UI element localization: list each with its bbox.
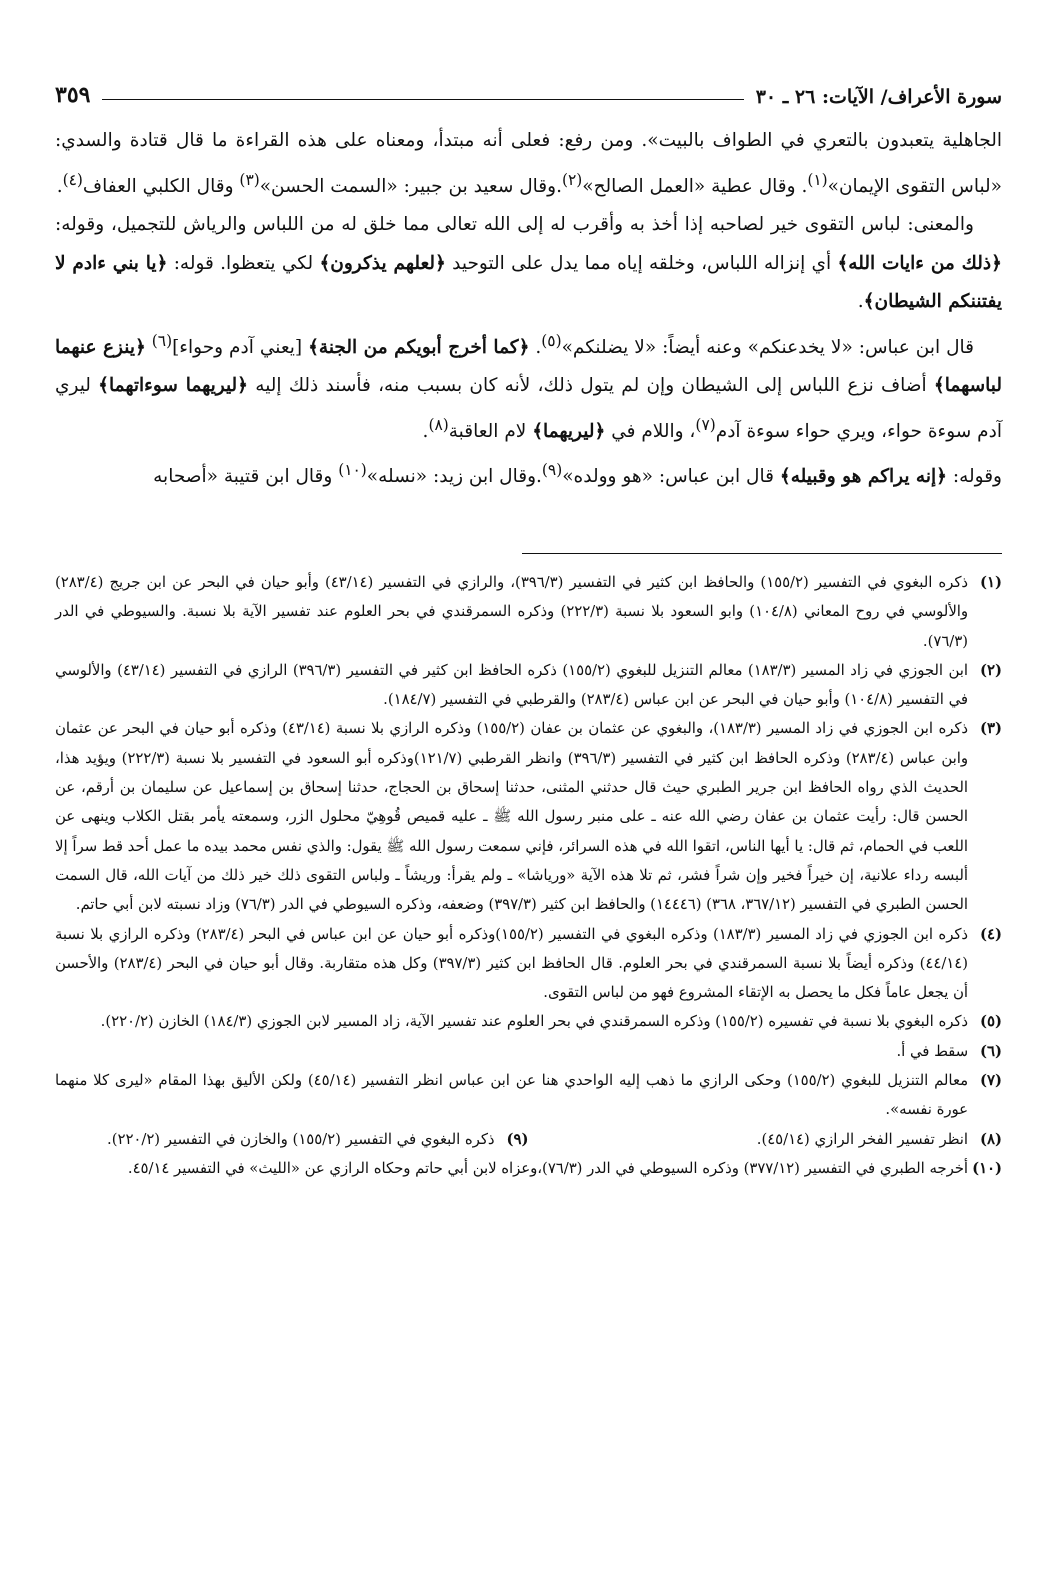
footnote-number: (٩) xyxy=(506,1130,529,1148)
quran-verse: ﴿ينزع عنهما لباسهما﴾ xyxy=(55,336,1002,397)
quran-verse: ﴿لعلهم يذكرون﴾ xyxy=(319,252,446,274)
paragraph-4: وقوله: ﴿إنه يراكم هو وقبيله﴾ قال ابن عباس: «هو وولده»$^{(٩)}$.وقال ابن زيد: «نسله»$^{(١٠)}$ وقال ابن قتيبة «أصحابه xyxy=(153,461,1002,488)
paragraph-1: الجاهلية يتعبدون بالتعري في الطواف بالبيت». ومن رفع: فعلى أنه مبتدأ، ومعناه على هذه القراءة ما قال قتادة والسدي: «لباس التقوى الإيمان»$^{(١)}$. وقال عطية «العمل الصالح»$^{(٢)}$.وقال سعيد بن جبير: «السمت الحسن»$^{(٣)}$ وقال الكلبي العفاف$^{(٤)}$. xyxy=(55,130,1002,197)
footnote-ref[interactable]: (٣) xyxy=(239,170,260,189)
footnote-number: (٢) xyxy=(980,661,1002,679)
quran-verse: ﴿ليريهما﴾ xyxy=(532,420,606,442)
header-rule xyxy=(102,99,743,100)
footnote-number: (١) xyxy=(980,574,1002,591)
quran-verse: ﴿يا بني ءادم لا يفتننكم الشيطان﴾ xyxy=(55,252,1002,313)
paragraph-2: والمعنى: لباس التقوى خير لصاحبه إذا أخذ به وأقرب له إلى الله تعالى مما خلق له من اللباس والرياش للتجميل، وقوله: ﴿ذلك من ءايات الله﴾ أي إنزاله اللباس، وخلقه إياه مما يدل على التوحيد ﴿لعلهم يذكرون﴾ لكي يتعظوا. قوله: ﴿يا بني ءادم لا يفتننكم الشيطان﴾. xyxy=(55,214,1002,313)
footnote-1 xyxy=(55,568,1002,656)
footnote-6 xyxy=(55,1037,1002,1066)
footnote-9 xyxy=(55,1125,529,1154)
footnote-3 xyxy=(55,714,1002,919)
paragraph-3: قال ابن عباس: «لا يخدعنكم» وعنه أيضاً: «لا يضلنكم»$^{(٥)}$. ﴿كما أخرج أبويكم من الجنة﴾ [يعني آدم وحواء]$^{(٦)}$ ﴿ينزع عنهما لباسهما﴾ أضاف نزع اللباس إلى الشيطان وإن لم يتول ذلك، لأنه كان بسبب منه، فأسند ذلك إليه ﴿ليريهما سوءاتهما﴾ ليري آدم سوءة حواء، ويري حواء سوءة آدم$^{(٧)}$، واللام في ﴿ليريهما﴾ لام العاقبة$^{(٨)}$. xyxy=(55,331,1002,442)
footnote-number: (٨) xyxy=(980,1130,1002,1148)
footnote-ref[interactable]: (١) xyxy=(807,170,828,189)
footnote-5 xyxy=(55,1007,1002,1036)
quran-verse: ﴿ذلك من ءايات الله﴾ xyxy=(837,252,1002,274)
footnote-ref[interactable]: (٨) xyxy=(428,415,449,434)
footnote-text: ذكره ابن الجوزي في زاد المسير (١٨٣/٣) وذكره البغوي في التفسير (١٥٥/٢)وذكره أبو حيان عن ابن عباس في البحر (٢٨٣/٤) وذكره الرازي بلا نسبة (٤٤/١٤) وذكره أيضاً بلا نسبة السمرقندي في بحر العلوم. قال الحافظ ابن كثير (٣٩٧/٣) وكل هذه متقاربة. وقال أبو حيان في البحر (٢٨٣/٤) والأحسن أن يجعل عاماً فكل ما يحصل به الإتقاء المشروع فهو من لباس التقوى. xyxy=(55,925,968,1002)
footnote-ref[interactable]: (١٠) xyxy=(338,461,367,480)
footnote-text: سقط في أ. xyxy=(896,1042,968,1060)
footnote-4 xyxy=(55,920,1002,1008)
footnote-text: انظر تفسير الفخر الرازي (٤٥/١٤). xyxy=(756,1130,968,1148)
running-header xyxy=(55,68,1002,108)
footnote-number: (٤) xyxy=(980,925,1002,943)
quran-verse: ﴿كما أخرج أبويكم من الجنة﴾ xyxy=(308,336,530,358)
footnote-10 xyxy=(55,1154,1002,1183)
quran-verse: ﴿إنه يراكم هو وقبيله﴾ xyxy=(779,466,947,488)
footnote-ref[interactable]: (٢) xyxy=(561,170,583,189)
footnotes xyxy=(55,568,1002,1183)
footnote-ref[interactable]: (٧) xyxy=(695,415,716,434)
footnote-ref[interactable]: (٤) xyxy=(62,170,83,189)
page-number: ٣٥٩ xyxy=(55,82,91,108)
footnote-number: (٧) xyxy=(980,1072,1002,1090)
footnote-text: معالم التنزيل للبغوي (١٥٥/٢) وحكى الرازي ما ذهب إليه الواحدي هنا عن ابن عباس انظر التفسير (٤٥/١٤) ولكن الأليق بهذا المقام «ليرى كلا منهما عورة نفسه». xyxy=(55,1072,969,1119)
footnote-ref[interactable]: (٩) xyxy=(541,461,563,480)
footnote-text: أخرجه الطبري في التفسير (٣٧٧/١٢) وذكره السيوطي في الدر (٧٦/٣)،وعزاه لابن أبي حاتم وحكاه الرازي عن «الليث» في التفسير ٤٥/١٤. xyxy=(127,1159,968,1177)
footnote-ref[interactable]: (٥) xyxy=(541,331,562,350)
footnote-8 xyxy=(529,1125,1003,1154)
footnote-number: (٥) xyxy=(980,1013,1002,1031)
footnote-text: ذكره البغوي بلا نسبة في تفسيره (١٥٥/٢) وذكره السمرقندي في بحر العلوم عند تفسير الآية، زاد المسير لابن الجوزي (١٨٤/٣) الخازن (٢٢٠/٢). xyxy=(100,1013,968,1031)
footnote-text: ذكره ابن الجوزي في زاد المسير (١٨٣/٣)، والبغوي عن عثمان بن عفان (١٥٥/٢) وذكره الرازي بلا نسبة (٤٣/١٤) وذكره أبو حيان في البحر عن عثمان وابن عباس (٢٨٣/٤) وذكره الحافظ ابن كثير في التفسير (٣٩٦/٣) وانظر القرطبي (١٢١/٧)وذكره أبو السعود في التفسير بلا نسبة (٢٢٢/٣) ويؤيد هذا، الحديث الذي رواه الحافظ ابن جرير الطبري حيث قال حدثني المثنى، حدثنا إسحاق بن الحجاج، حدثنا إسحاق بن إسماعيل عن سليمان بن أرقم، عن الحسن قال: رأيت عثمان بن عفان رضي الله عنه ـ على منبر رسول الله ﷺ ـ عليه قميص قُوهِيّ محلول الزر، وسمعته يأمر بقتل الكلاب وينهى عن اللعب في الحمام، ثم قال: يا أيها الناس، اتقوا الله في هذه السرائر، فإني سمعت رسول الله ﷺ يقول: والذي نفس محمد بيده ما عمل أحد قط سراً إلا ألبسه رداء علانية، إن خيراً فخير وإن شراً فشر، ثم تلا هذه الآية «ورياشا» ـ ولم يقرأ: وريشاً ـ ولباس التقوى ذلك خير ذلك من آيات الله، قال السمت الحسن الطبري في التفسير (٣٦٧/١٢، ٣٦٨) (١٤٤٤٦) والحافظ ابن كثير (٣٩٧/٣) وضعفه، وذكره السيوطي في الدر (٧٦/٣) وزاد نسبته لابن أبي حاتم. xyxy=(55,720,969,914)
surah-title: سورة الأعراف/ الآيات: ٢٦ ـ ٣٠ xyxy=(755,86,1002,108)
footnote-pair xyxy=(55,1125,1002,1154)
footnote-text: ذكره البغوي في التفسير (١٥٥/٢) والحافظ ابن كثير في التفسير (٣٩٦/٣)، والرازي في التفسير (٤٣/١٤) وأبو حيان في البحر عن ابن جريج (٢٨٣/٤) والألوسي في روح المعاني (١٠٤/٨) وابو السعود بلا نسبة (٢٢٢/٣) وذكره السمرقندي في بحر العلوم عند تفسير الآية بلا نسبة. والسيوطي في الدر (٧٦/٣). xyxy=(55,574,969,650)
footnote-ref[interactable]: (٦) xyxy=(151,331,173,350)
footnote-text: ذكره البغوي في التفسير (١٥٥/٢) والخازن في التفسير (٢٢٠/٢). xyxy=(107,1130,495,1148)
footnote-number: (٦) xyxy=(980,1042,1002,1060)
footnote-number: (٣) xyxy=(980,720,1002,738)
footnote-divider xyxy=(522,553,1002,554)
quran-verse: ﴿ليريهما سوءاتهما﴾ xyxy=(98,375,249,397)
footnote-7 xyxy=(55,1066,1002,1125)
footnote-text: ابن الجوزي في زاد المسير (١٨٣/٣) معالم التنزيل للبغوي (١٥٥/٢) ذكره الحافظ ابن كثير في التفسير (٣٩٦/٣) الرازي في التفسير (٤٣/١٤) والألوسي في التفسير (١٠٤/٨) وأبو حيان في البحر عن ابن عباس (٢٨٣/٤) والقرطبي في التفسير (١٨٤/٧). xyxy=(55,661,968,709)
main-text xyxy=(55,122,1002,497)
footnote-2 xyxy=(55,656,1002,715)
footnote-number: (١٠) xyxy=(972,1159,1002,1177)
